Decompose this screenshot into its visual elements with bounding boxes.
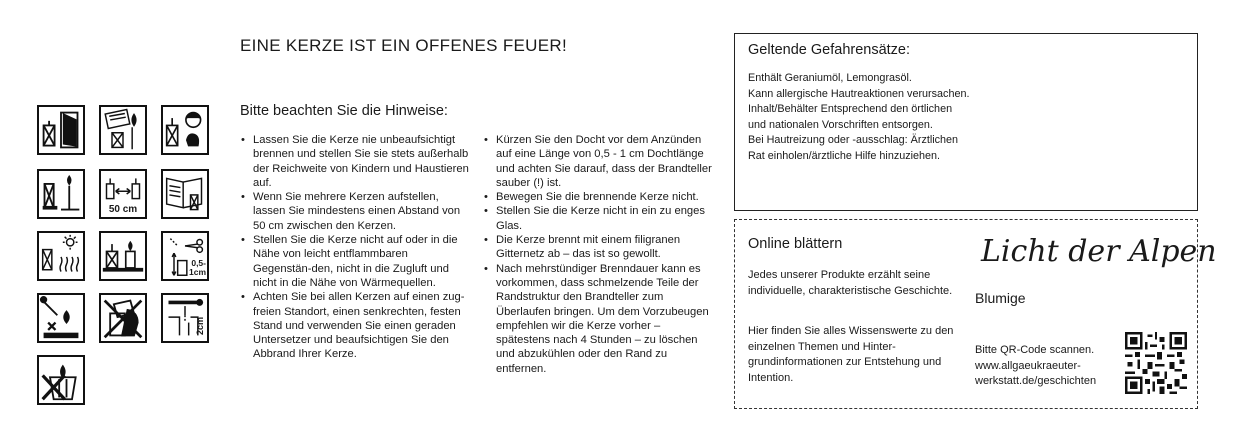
hazard-line: und nationalen Vorschriften entsorgen. [748,118,933,131]
wick-length-label-2: 2cm [195,317,205,336]
trim-wick-icon [161,231,209,281]
list-item: • Kürzen Sie den Docht vor dem Anzünden auf eine Länge von 0,5 - 1 cm Dochtlänge und achten Sie darauf, dass der Brandteller sauber (!) ist. [484,133,712,190]
hazard-line: Rat einholen/ärztliche Hilfe hinzuziehen. [748,149,941,162]
candle-paper-icon [161,169,209,219]
candle-distance-icon [99,169,147,219]
hazard-line: Kann allergische Hautreaktionen verursachen. [748,87,970,100]
candle-not-on-flammable-icon [37,169,85,219]
online-browse-box [734,219,1217,409]
qr-url-line: www.allgaeukraeuter- [975,359,1081,372]
list-item: • Stellen Sie die Kerze nicht auf oder in die Nähe von leicht entflammbaren Gegenstän-den, nicht in die Zugluft und nicht in die Nähe von Wärmequellen. [241,233,469,290]
list-item: • Wenn Sie mehrere Kerzen aufstellen, lassen Sie mindestens einen Abstand von 50 cm zwischen den Kerzen. [241,190,469,233]
list-item: • Nach mehrstündiger Brenndauer kann es vorkommen, dass schmelzende Teile der Randstruktur den Brandteller zum Überlaufen bringen. Um dem Vorzubeugen empfehlen wir die Kerze vorher – spätestens nach 4 Stunden – zu löschen und abzukühlen oder den Rand zu entfernen. [484,262,712,376]
wick-length-label-bottom: 1cm [188,267,206,277]
brand-logo: Licht der Alpen [981,234,1217,269]
no-moving-candle-icon [99,293,147,343]
online-description: Jedes unserer Produkte erzählt seine individuelle, charakteristische Geschichte. [748,269,953,297]
wick-length-label [189,259,206,277]
wick-cutting-icon [161,293,209,343]
list-item: • Achten Sie bei allen Kerzen auf einen zug-freien Standort, einen senkrechten, festen Stand und verwenden Sie einen geraden Untersetzer und beaufsichtigen Sie den Abbrand Ihrer Kerze. [241,290,469,361]
distance-label: 50 cm [108,204,138,215]
candle-flammable-items-icon [99,105,147,155]
online-title: Online blättern [748,236,843,252]
hazard-line: Inhalt/Behälter Entsprechend den örtlichen [748,103,953,116]
instructions-heading: Bitte beachten Sie die Hinweise: [240,103,448,119]
page-title: EINE KERZE IST EIN OFFENES FEUER! [240,36,567,55]
candle-door-draft-icon [37,105,85,155]
list-item: • Lassen Sie die Kerze nie unbeaufsichtigt brennen und stellen Sie sie stets außerhalb der Reichweite von Kindern und Haustieren auf. [241,133,469,190]
list-item: • Stellen Sie die Kerze nicht in ein zu enges Glas. [484,204,712,233]
qr-code[interactable] [1125,332,1187,394]
list-item: • Die Kerze brennt mit einem filigranen Gitternetz ab – das ist so gewollt. [484,233,712,262]
hazard-title: Geltende Gefahrensätze: [748,42,911,58]
qr-instruction-line: Bitte QR-Code scannen. [975,344,1095,356]
no-narrow-glass-icon [37,355,85,405]
online-info-text: Hier finden Sie alles Wissenswerte zu den einzelnen Themen und Hinter-grundinformationen zur Entstehung und Intention. [748,325,954,384]
hazard-line: Enthält Geraniumöl, Lemongrasöl. [748,72,912,84]
hazard-line: Bei Hautreizung oder -ausschlag: Ärztlichen [748,134,959,147]
product-name: Blumige [975,290,1026,306]
qr-instructions [975,343,1096,390]
hazard-statements-box [734,33,1198,211]
qr-url-line: werkstatt.de/geschichten [975,375,1097,387]
candle-holder-icon [99,231,147,281]
list-item: • Bewegen Sie die brennende Kerze nicht. [484,190,712,204]
instructions-list-right [484,133,712,376]
candle-heat-source-icon [37,231,85,281]
no-flammable-match-icon [37,293,85,343]
instructions-list-left [241,133,469,362]
wick-length-label-top: 0,5- [191,258,206,268]
candle-child-pet-icon [161,105,209,155]
